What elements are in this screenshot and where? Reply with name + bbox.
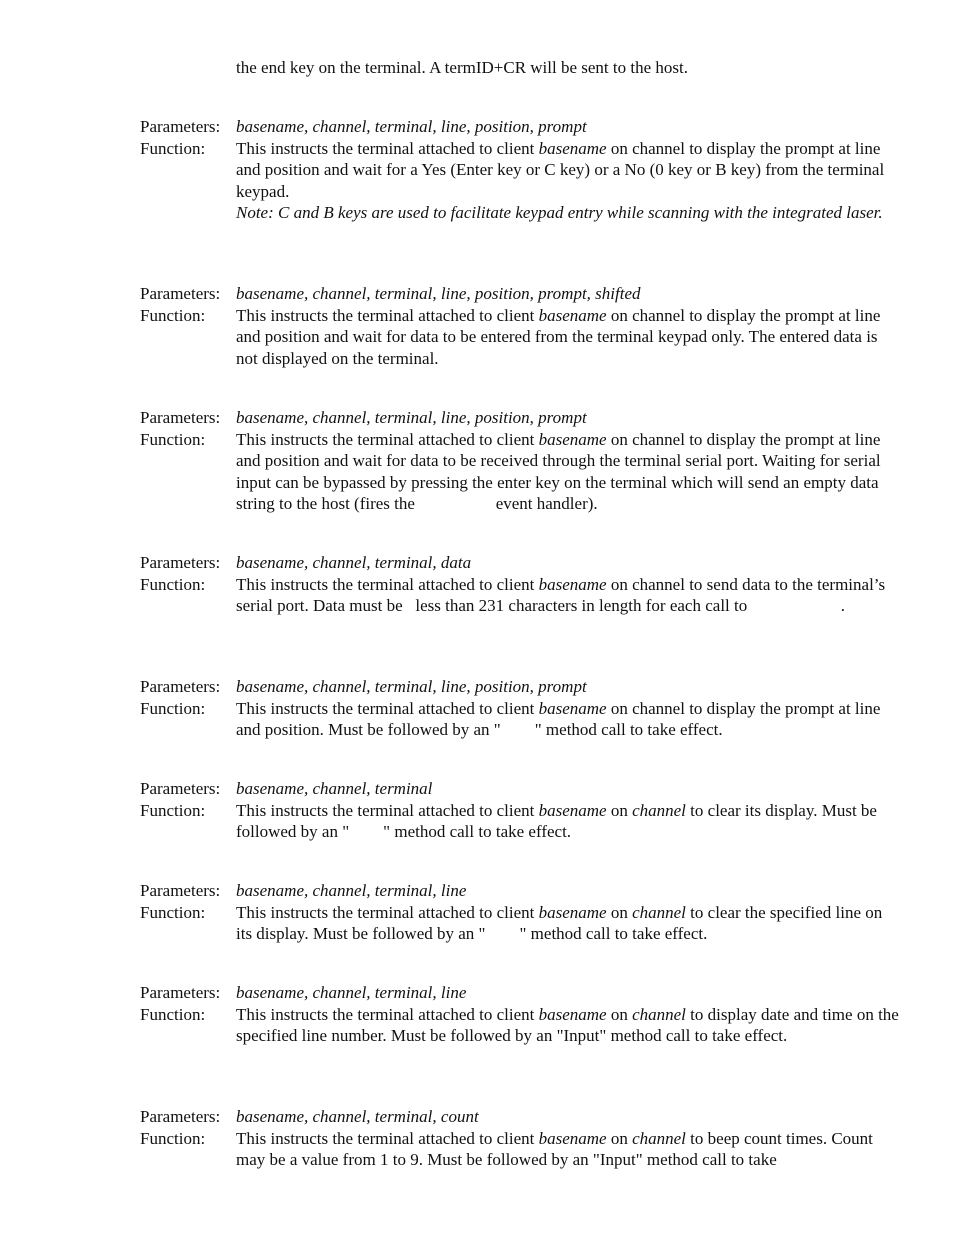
parameters-label: Parameters: [140, 117, 221, 136]
function-text [236, 698, 900, 741]
function-label: Function: [140, 698, 206, 718]
italic-term: basename [538, 429, 607, 449]
parameters-value: basename, channel, terminal, count [236, 1107, 479, 1126]
method-entry [140, 676, 910, 741]
function-label: Function: [140, 574, 206, 594]
function-text [236, 902, 900, 945]
method-entry [140, 283, 910, 369]
function-text-run: This instructs the terminal attached to client [236, 800, 539, 820]
function-text [236, 800, 900, 843]
italic-term: basename [538, 800, 607, 820]
function-text-run: on channel to display the prompt at line and position and wait for data to be received through the terminal serial port. Waiting for serial input can be bypassed by pressing the enter key on the terminal which will send an empty data string to the host (fires the event handler). [236, 429, 885, 513]
method-entry [140, 880, 910, 945]
italic-term: basename [538, 902, 607, 922]
function-text-run: to clear the specified line on its display. Must be followed by an " " method call to take effect. [236, 902, 887, 943]
function-text-run: to beep count times. Count may be a value from 1 to 9. Must be followed by an "Input" method call to take [236, 1128, 873, 1169]
method-entry [140, 116, 910, 224]
function-text [236, 574, 900, 617]
function-text-run: This instructs the terminal attached to client [236, 138, 539, 158]
parameters-label: Parameters: [140, 553, 221, 572]
parameters-label: Parameters: [140, 677, 221, 696]
parameters-label: Parameters: [140, 1107, 221, 1126]
function-text-run: on [606, 902, 633, 922]
function-text-run: on [606, 800, 633, 820]
function-text [236, 429, 900, 515]
function-text-run: on channel to display the prompt at line and position and wait for a Yes (Enter key or C key) or a No (0 key or B key) from the terminal keypad. [236, 138, 885, 201]
function-text-run: on channel to display the prompt at line and position. Must be followed by an " " method call to take effect. [236, 698, 885, 739]
function-text [236, 1004, 900, 1047]
parameters-label: Parameters: [140, 408, 221, 427]
function-label: Function: [140, 1004, 206, 1024]
italic-term: channel [632, 902, 686, 922]
function-text-run: to clear its display. Must be followed by an " " method call to take effect. [236, 800, 882, 841]
function-text-run: on [606, 1128, 633, 1148]
function-text-run: on channel to send data to the terminal’s serial port. Data must be less than 231 characters in length for each call to . [236, 574, 890, 615]
italic-term: basename [538, 574, 607, 594]
function-text-run: This instructs the terminal attached to client [236, 1004, 539, 1024]
function-text-run: This instructs the terminal attached to client [236, 902, 539, 922]
function-label: Function: [140, 138, 206, 158]
method-entry [140, 552, 910, 617]
parameters-value: basename, channel, terminal, line, position, prompt [236, 677, 587, 696]
function-label: Function: [140, 1128, 206, 1148]
italic-term: basename [538, 1004, 607, 1024]
parameters-value: basename, channel, terminal, data [236, 553, 472, 572]
parameters-value: basename, channel, terminal, line, position, prompt, shifted [236, 284, 641, 303]
italic-term: basename [538, 1128, 607, 1148]
parameters-value: basename, channel, terminal, line, position, prompt [236, 117, 587, 136]
method-entry [140, 982, 910, 1047]
function-text-run: This instructs the terminal attached to client [236, 429, 539, 449]
parameters-label: Parameters: [140, 983, 221, 1002]
function-text-run: This instructs the terminal attached to client [236, 1128, 539, 1148]
function-label: Function: [140, 429, 206, 449]
function-label: Function: [140, 902, 206, 922]
parameters-value: basename, channel, terminal, line [236, 983, 467, 1002]
function-text-run: on [606, 1004, 633, 1024]
parameters-value: basename, channel, terminal, line, position, prompt [236, 408, 587, 427]
function-label: Function: [140, 800, 206, 820]
function-text [236, 139, 884, 201]
function-text [236, 1128, 900, 1171]
italic-term: channel [632, 1004, 686, 1024]
function-text [236, 305, 900, 370]
italic-term: basename [538, 305, 607, 325]
function-text-run: on channel to display the prompt at line and position and wait for data to be entered from the terminal keypad only. The entered data is not displayed on the terminal. [236, 305, 881, 368]
method-entry [140, 778, 910, 843]
italic-term: channel [632, 1128, 686, 1148]
function-text-run: This instructs the terminal attached to client [236, 574, 539, 594]
function-text-run: to display date and time on the specified line number. Must be followed by an "Input" method call to take effect. [236, 1004, 899, 1045]
method-entry [140, 1106, 910, 1171]
parameters-value: basename, channel, terminal [236, 779, 433, 798]
function-text-run: This instructs the terminal attached to client [236, 698, 539, 718]
parameters-label: Parameters: [140, 779, 221, 798]
intro-paragraph: the end key on the terminal. A termID+CR will be sent to the host. [236, 58, 688, 77]
parameters-value: basename, channel, terminal, line [236, 881, 467, 900]
function-label: Function: [140, 305, 206, 325]
function-note: Note: C and B keys are used to facilitate keypad entry while scanning with the integrated laser. [236, 203, 883, 222]
italic-term: channel [632, 800, 686, 820]
method-entry [140, 407, 910, 515]
italic-term: basename [538, 698, 607, 718]
italic-term: basename [538, 138, 607, 158]
function-text-run: This instructs the terminal attached to client [236, 305, 539, 325]
parameters-label: Parameters: [140, 284, 221, 303]
parameters-label: Parameters: [140, 881, 221, 900]
